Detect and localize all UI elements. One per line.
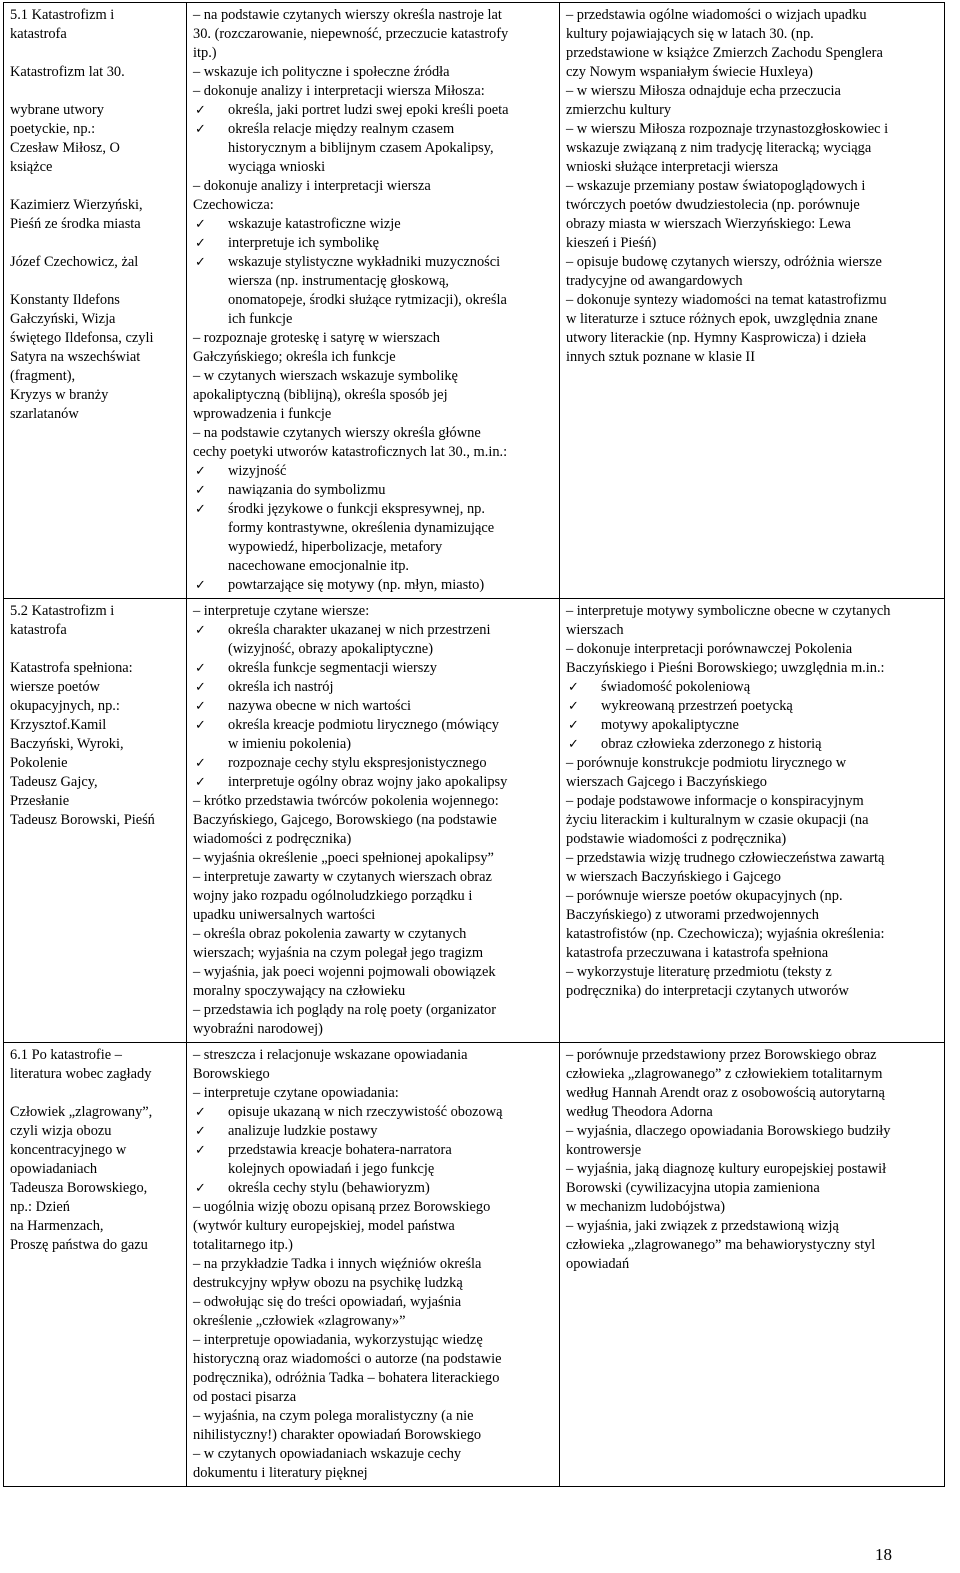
text-line: przedstawione w książce Zmierzch Zachodu Spenglera: [566, 45, 883, 61]
text-line: Tadeusza Borowskiego,: [10, 1180, 148, 1196]
text-line: – interpretuje czytane wiersze:: [193, 603, 370, 619]
text-line: Pieśń ze środka miasta: [10, 216, 141, 232]
text-line: cechy poetyki utworów katastroficznych lat 30., m.in.:: [193, 444, 508, 460]
text-line: – na podstawie czytanych wierszy określa główne: [193, 425, 481, 441]
text-line: podręcznika), odróżnia Tadka – bohatera literackiego: [193, 1370, 500, 1386]
extended-requirements-cell: [560, 599, 945, 1043]
text-line: życiu literackim i kulturalnym w czasie okupacji (na: [566, 812, 869, 828]
checklist-item: ✓ wykreowaną przestrzeń poetycką: [566, 697, 940, 716]
text-line: Krzysztof.Kamil: [10, 717, 107, 733]
text-line: Konstanty Ildefons: [10, 292, 120, 308]
text-line: upadku uniwersalnych wartości: [193, 907, 376, 923]
text-line: – wyjaśnia określenie „poeci spełnionej apokalipsy”: [193, 850, 494, 866]
checklist-item: ✓ motywy apokaliptyczne: [566, 716, 940, 735]
text-line: twórczych poetów dwudziestolecia (np. porównuje: [566, 197, 860, 213]
text-line: katastrofa: [10, 26, 67, 42]
text-line: świętego Ildefonsa, czyli: [10, 330, 154, 346]
text-line: wprowadzenia i funkcje: [193, 406, 332, 422]
text-line: apokaliptyczną (biblijną), określa sposób jej: [193, 387, 448, 403]
text-line: – uogólnia wizję obozu opisaną przez Borowskiego: [193, 1199, 491, 1215]
text-line: tradycyjne od awangardowych: [566, 273, 743, 289]
basic-requirements-cell: [187, 3, 560, 599]
text-line: katastrofa: [10, 622, 67, 638]
spacer: [10, 177, 182, 196]
text-line: wiersza (np. instrumentację głoskową,: [228, 273, 449, 289]
text-line: np.: Dzień: [10, 1199, 70, 1215]
text-line: Katastrofa spełniona:: [10, 660, 133, 676]
text-line: – wykorzystuje literaturę przedmiotu (teksty z: [566, 964, 832, 980]
text-line: Kazimierz Wierzyński,: [10, 197, 143, 213]
checklist-item: ✓ obraz człowieka zderzonego z historią: [566, 735, 940, 754]
text-line: 6.1 Po katastrofie –: [10, 1047, 122, 1063]
extended-requirements-cell: [560, 1043, 945, 1487]
text-line: historycznym a biblijnym czasem Apokalipsy,: [228, 140, 494, 156]
spacer: [10, 1084, 182, 1103]
text-line: podręcznika) do interpretacji czytanych utworów: [566, 983, 849, 999]
text-line: – określa obraz pokolenia zawarty w czytanych: [193, 926, 467, 942]
spacer: [10, 82, 182, 101]
text-line: kolejnych opowiadań i jego funkcję: [228, 1161, 435, 1177]
text-line: Gałczyński, Wizja: [10, 311, 116, 327]
text-line: książce: [10, 159, 53, 175]
text-line: obrazy miasta w wierszach Wierzyńskiego: Lewa: [566, 216, 851, 232]
text-line: wnioski służące interpretacji wiersza: [566, 159, 779, 175]
text-line: – krótko przedstawia twórców pokolenia wojennego:: [193, 793, 499, 809]
text-line: – porównuje przedstawiony przez Borowskiego obraz: [566, 1047, 877, 1063]
text-line: w wierszach Baczyńskiego i Gajcego: [566, 869, 781, 885]
text-line: itp.): [193, 45, 217, 61]
text-line: moralny spoczywający na człowieku: [193, 983, 406, 999]
text-line: wiadomości z podręcznika): [193, 831, 352, 847]
text-line: wiersze poetów: [10, 679, 100, 695]
text-line: Katastrofizm lat 30.: [10, 64, 125, 80]
text-line: koncentracyjnego w: [10, 1142, 127, 1158]
text-line: wybrane utwory: [10, 102, 104, 118]
table-row: [4, 3, 945, 599]
text-line: wierszach Gajcego i Baczyńskiego: [566, 774, 767, 790]
text-line: – opisuje budowę czytanych wierszy, odróżnia wiersze: [566, 254, 882, 270]
text-line: wojny jako rozpadu ogólnoludzkiego porządku i: [193, 888, 473, 904]
text-line: czy Nowym wspaniałym świecie Huxleya): [566, 64, 813, 80]
text-line: – odwołując się do treści opowiadań, wyjaśnia: [193, 1294, 462, 1310]
checklist-item: ✓ nazywa obecne w nich wartości: [193, 697, 555, 716]
text-line: Borowski (cywilizacyjna utopia zamieniona: [566, 1180, 820, 1196]
text-line: kontrowersje: [566, 1142, 642, 1158]
text-line: Józef Czechowicz, żal: [10, 254, 139, 270]
text-line: Baczyńskiego, Gajcego, Borowskiego (na podstawie: [193, 812, 497, 828]
text-line: innych sztuk poznane w klasie II: [566, 349, 756, 365]
text-line: – na podstawie czytanych wierszy określa nastroje lat: [193, 7, 502, 23]
text-line: (wytwór kultury europejskiej, model państwa: [193, 1218, 455, 1234]
text-line: – wskazuje przemiany postaw światopoglądowych i: [566, 178, 866, 194]
checklist-item: ✓ określa kreacje podmiotu lirycznego (mówiący: [193, 716, 555, 735]
text-line: – przedstawia wizję trudnego człowieczeństwa zawartą: [566, 850, 885, 866]
text-line: – wyjaśnia, dlaczego opowiadania Borowskiego budziły: [566, 1123, 891, 1139]
text-line: 30. (rozczarowanie, niepewność, przeczucie katastrofy: [193, 26, 509, 42]
text-line: – dokonuje interpretacji porównawczej Pokolenia: [566, 641, 853, 657]
checklist-item: ✓ interpretuje ich symbolikę: [193, 234, 555, 253]
text-line: w literaturze i sztuce różnych epok, uwzględnia znane: [566, 311, 878, 327]
text-line: – dokonuje syntezy wiadomości na temat katastrofizmu: [566, 292, 887, 308]
text-line: Tadeusz Borowski, Pieśń: [10, 812, 155, 828]
text-line: Baczyńskiego i Pieśni Borowskiego; uwzględnia m.in.:: [566, 660, 885, 676]
checklist-item: ✓ opisuje ukazaną w nich rzeczywistość obozową: [193, 1103, 555, 1122]
extended-requirements-cell: [560, 3, 945, 599]
topic-cell: [4, 599, 187, 1043]
text-line: – przedstawia ich poglądy na rolę poety (organizator: [193, 1002, 497, 1018]
text-line: – wyjaśnia, jak poeci wojenni pojmowali obowiązek: [193, 964, 496, 980]
text-line: utwory literackie (np. Hymny Kasprowicza) i dzieła: [566, 330, 867, 346]
text-line: ich funkcje: [228, 311, 293, 327]
checklist-item: ✓ określa ich nastrój: [193, 678, 555, 697]
text-line: nacechowane emocjonalnie itp.: [228, 558, 410, 574]
text-line: – interpretuje zawarty w czytanych wierszach obraz: [193, 869, 492, 885]
table-row: [4, 599, 945, 1043]
text-line: Przesłanie: [10, 793, 70, 809]
text-line: – interpretuje opowiadania, wykorzystując wiedzę: [193, 1332, 483, 1348]
text-line: destrukcyjny wpływ obozu na psychikę ludzką: [193, 1275, 463, 1291]
spacer: [10, 234, 182, 253]
checklist-item: ✓ wizyjność: [193, 462, 555, 481]
text-line: wskazuje związaną z nim tradycję literacką; wyciąga: [566, 140, 872, 156]
text-line: – w wierszu Miłosza rozpoznaje trzynastozgłoskowiec i: [566, 121, 889, 137]
text-line: opowiadaniach: [10, 1161, 98, 1177]
text-line: katastrofistów (np. Czechowicza); wyjaśnia określenia:: [566, 926, 885, 942]
text-line: Czesław Miłosz, O: [10, 140, 120, 156]
text-line: Proszę państwa do gazu: [10, 1237, 148, 1253]
text-line: – w wierszu Miłosza odnajduje echa przeczucia: [566, 83, 841, 99]
text-line: Baczyńskiego) z utworami przedwojennych: [566, 907, 819, 923]
text-line: Pokolenie: [10, 755, 68, 771]
text-line: Baczyński, Wyroki,: [10, 736, 124, 752]
text-line: totalitarnego itp.): [193, 1237, 293, 1253]
text-line: historyczną oraz wiadomości o autorze (na podstawie: [193, 1351, 502, 1367]
spacer: [10, 640, 182, 659]
text-line: nihilistyczny!) charakter opowiadań Borowskiego: [193, 1427, 482, 1443]
checklist-item: ✓ nawiązania do symbolizmu: [193, 481, 555, 500]
text-line: – podaje podstawowe informacje o konspiracyjnym: [566, 793, 864, 809]
text-line: wierszach; wyjaśnia na czym polegał jego tragizm: [193, 945, 484, 961]
spacer: [10, 44, 182, 63]
text-line: Człowiek „zlagrowany”,: [10, 1104, 153, 1120]
text-line: opowiadań: [566, 1256, 630, 1272]
checklist-item: ✓ środki językowe o funkcji ekspresywnej, np.: [193, 500, 555, 519]
basic-requirements-cell: [187, 1043, 560, 1487]
text-line: (wizyjność, obrazy apokaliptyczne): [228, 641, 433, 657]
text-line: – dokonuje analizy i interpretacji wiersza Miłosza:: [193, 83, 485, 99]
text-line: według Hannah Arendt oraz z osobowością autorytarną: [566, 1085, 885, 1101]
checklist-item: ✓ określa cechy stylu (behawioryzm): [193, 1179, 555, 1198]
curriculum-table: [3, 2, 945, 1487]
text-line: człowieka „zlagrowanego” ma behawiorystyczny styl: [566, 1237, 876, 1253]
text-line: (fragment),: [10, 368, 76, 384]
text-line: – wskazuje ich polityczne i społeczne źródła: [193, 64, 450, 80]
text-line: – w czytanych opowiadaniach wskazuje cechy: [193, 1446, 462, 1462]
text-line: – wyjaśnia, jaki związek z przedstawioną wizją: [566, 1218, 839, 1234]
text-line: – dokonuje analizy i interpretacji wiersza: [193, 178, 431, 194]
page-number: 18: [875, 1545, 892, 1564]
text-line: czyli wizja obozu: [10, 1123, 112, 1139]
text-line: – porównuje konstrukcje podmiotu lirycznego w: [566, 755, 847, 771]
text-line: 5.1 Katastrofizm i: [10, 7, 115, 23]
spacer: [10, 272, 182, 291]
text-line: kultury pojawiających się w latach 30. (np.: [566, 26, 814, 42]
text-line: Czechowicza:: [193, 197, 274, 213]
checklist-item: ✓ przedstawia kreacje bohatera-narratora: [193, 1141, 555, 1160]
text-line: literatura wobec zagłady: [10, 1066, 152, 1082]
text-line: – przedstawia ogólne wiadomości o wizjach upadku: [566, 7, 867, 23]
text-line: – rozpoznaje groteskę i satyrę w wierszach: [193, 330, 440, 346]
checklist-item: ✓ świadomość pokoleniową: [566, 678, 940, 697]
text-line: – porównuje wiersze poetów okupacyjnych (np.: [566, 888, 843, 904]
text-line: określenie „człowiek «zlagrowany»”: [193, 1313, 406, 1329]
text-line: wypowiedź, hiperbolizacje, metafory: [228, 539, 443, 555]
text-line: wyciąga wnioski: [228, 159, 326, 175]
text-line: kieszeń i Pieśń): [566, 235, 657, 251]
text-line: – w czytanych wierszach wskazuje symbolikę: [193, 368, 458, 384]
text-line: w mechanizm ludobójstwa): [566, 1199, 726, 1215]
checklist-item: ✓ rozpoznaje cechy stylu ekspresjonistycznego: [193, 754, 555, 773]
topic-cell: [4, 1043, 187, 1487]
checklist-item: ✓ określa funkcje segmentacji wierszy: [193, 659, 555, 678]
text-line: dokumentu i literatury pięknej: [193, 1465, 368, 1481]
text-line: katastrofa przeczuwana i katastrofa spełniona: [566, 945, 829, 961]
text-line: Gałczyńskiego; określa ich funkcje: [193, 349, 396, 365]
text-line: według Theodora Adorna: [566, 1104, 713, 1120]
text-line: – streszcza i relacjonuje wskazane opowiadania: [193, 1047, 468, 1063]
checklist-item: ✓ analizuje ludzkie postawy: [193, 1122, 555, 1141]
text-line: Borowskiego: [193, 1066, 270, 1082]
table-row: [4, 1043, 945, 1487]
checklist-item: ✓ wskazuje katastroficzne wizje: [193, 215, 555, 234]
topic-cell: [4, 3, 187, 599]
checklist-item: ✓ powtarzające się motywy (np. młyn, miasto): [193, 576, 555, 595]
text-line: formy kontrastywne, określenia dynamizujące: [228, 520, 495, 536]
text-line: – interpretuje czytane opowiadania:: [193, 1085, 399, 1101]
text-line: Kryzys w branży: [10, 387, 109, 403]
checklist-item: ✓ określa charakter ukazanej w nich przestrzeni: [193, 621, 555, 640]
text-line: – wyjaśnia, jaką diagnozę kultury europejskiej postawił: [566, 1161, 887, 1177]
text-line: – na przykładzie Tadka i innych więźniów określa: [193, 1256, 482, 1272]
text-line: człowieka „zlagrowanego” z człowiekiem totalitarnym: [566, 1066, 883, 1082]
text-line: szarlatanów: [10, 406, 79, 422]
checklist-item: ✓ określa, jaki portret ludzi swej epoki kreśli poeta: [193, 101, 555, 120]
text-line: okupacyjnych, np.:: [10, 698, 120, 714]
basic-requirements-cell: [187, 599, 560, 1043]
text-line: – interpretuje motywy symboliczne obecne w czytanych: [566, 603, 891, 619]
checklist-item: ✓ interpretuje ogólny obraz wojny jako apokalipsy: [193, 773, 555, 792]
text-line: 5.2 Katastrofizm i: [10, 603, 115, 619]
checklist-item: ✓ wskazuje stylistyczne wykładniki muzyczności: [193, 253, 555, 272]
text-line: wierszach: [566, 622, 624, 638]
text-line: w imieniu pokolenia): [228, 736, 352, 752]
text-line: na Harmenzach,: [10, 1218, 104, 1234]
text-line: podstawie wiadomości z podręcznika): [566, 831, 787, 847]
text-line: od postaci pisarza: [193, 1389, 297, 1405]
text-line: onomatopeje, środki służące rytmizacji), określa: [228, 292, 507, 308]
text-line: Tadeusz Gajcy,: [10, 774, 98, 790]
text-line: Satyra na wszechświat: [10, 349, 141, 365]
text-line: zmierzchu kultury: [566, 102, 672, 118]
text-line: wyobraźni narodowej): [193, 1021, 323, 1037]
text-line: poetyckie, np.:: [10, 121, 96, 137]
text-line: – wyjaśnia, na czym polega moralistyczny (a nie: [193, 1408, 474, 1424]
checklist-item: ✓ określa relacje między realnym czasem: [193, 120, 555, 139]
